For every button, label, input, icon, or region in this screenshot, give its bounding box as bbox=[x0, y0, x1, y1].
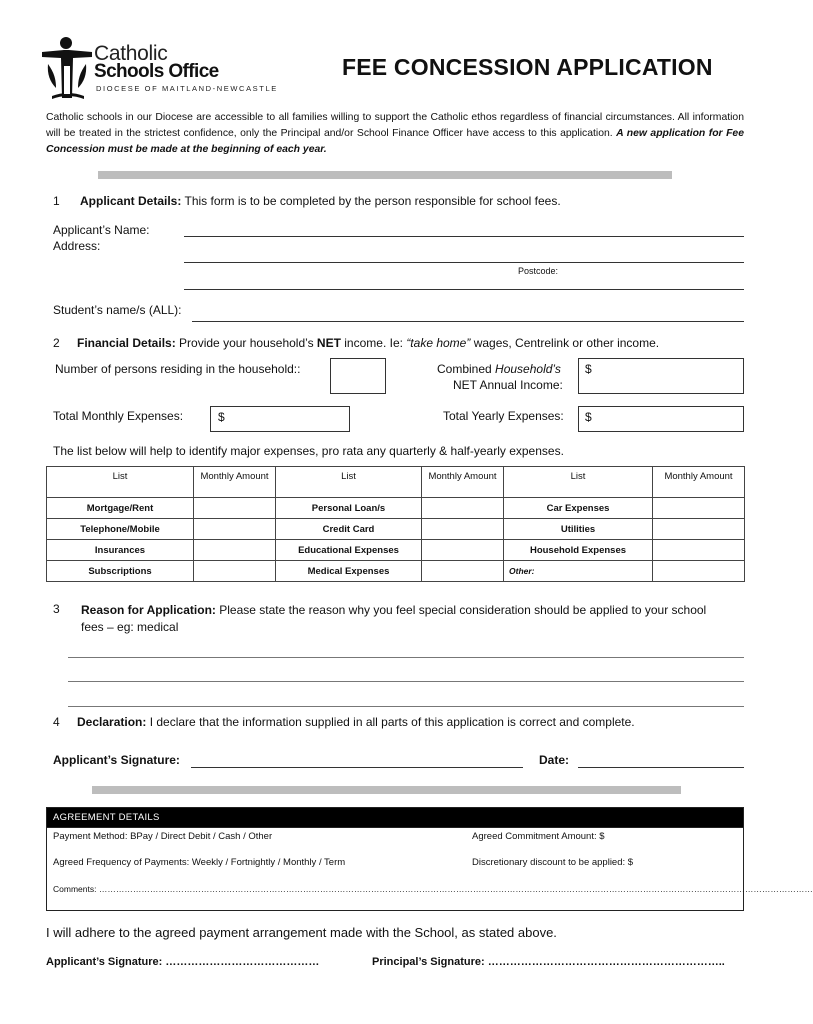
section2-text-quote: “take home” bbox=[406, 336, 471, 350]
table-header: Monthly Amount bbox=[653, 467, 745, 498]
section2-text-pre: Provide your household’s bbox=[179, 336, 314, 350]
expense-amount-input[interactable] bbox=[653, 519, 745, 540]
reason-line-1[interactable] bbox=[68, 657, 744, 658]
logo-line3: DIOCESE OF MAITLAND-NEWCASTLE bbox=[96, 84, 278, 93]
expense-label: Mortgage/Rent bbox=[47, 498, 194, 519]
section2-text-mid: income. Ie: bbox=[344, 336, 403, 350]
annual-income-input[interactable] bbox=[578, 358, 744, 394]
expense-label: Personal Loan/s bbox=[276, 498, 422, 519]
expense-amount-input[interactable] bbox=[194, 561, 276, 582]
students-label: Student’s name/s (ALL): bbox=[53, 303, 182, 317]
table-header: Monthly Amount bbox=[422, 467, 504, 498]
expense-amount-input[interactable] bbox=[422, 561, 504, 582]
page-title: FEE CONCESSION APPLICATION bbox=[342, 54, 713, 80]
logo bbox=[38, 36, 288, 106]
section2-title: Financial Details: bbox=[77, 336, 176, 350]
expense-label: Subscriptions bbox=[47, 561, 194, 582]
closing-applicant-signature[interactable]: Applicant’s Signature: …………………………………… bbox=[46, 956, 320, 968]
section3-title: Reason for Application: bbox=[81, 603, 216, 617]
persons-input[interactable] bbox=[330, 358, 386, 394]
table-row bbox=[47, 561, 745, 582]
expenses-table bbox=[46, 466, 745, 582]
payment-frequency: Agreed Frequency of Payments: Weekly / Fortnightly / Monthly / Term bbox=[53, 857, 346, 868]
applicant-name-label: Applicant’s Name: bbox=[53, 223, 150, 237]
expense-label: Household Expenses bbox=[504, 540, 653, 561]
address-field-2[interactable] bbox=[184, 289, 744, 290]
monthly-expenses-label: Total Monthly Expenses: bbox=[53, 409, 184, 423]
expense-amount-input[interactable] bbox=[653, 498, 745, 519]
intro-paragraph bbox=[46, 110, 744, 158]
comments-field[interactable]: Comments: ……………………………………………………………………………………………………………………………………………………………………………………………………………………………… bbox=[53, 884, 813, 894]
persons-label: Number of persons residing in the household:: bbox=[55, 362, 301, 376]
intro-emphasis: A new application for Fee Concession must be made at the beginning of each year. bbox=[46, 128, 744, 155]
table-header: Monthly Amount bbox=[194, 467, 276, 498]
expense-amount-input[interactable] bbox=[194, 519, 276, 540]
expense-label: Credit Card bbox=[276, 519, 422, 540]
expense-label: Educational Expenses bbox=[276, 540, 422, 561]
section1-number: 1 bbox=[53, 194, 60, 208]
section4-heading bbox=[77, 715, 635, 729]
expense-amount-input[interactable] bbox=[422, 519, 504, 540]
closing-principal-signature[interactable]: Principal’s Signature: ……………………………………………………….. bbox=[372, 956, 725, 968]
table-row bbox=[47, 540, 745, 561]
section2-number: 2 bbox=[53, 336, 60, 350]
commitment-amount: Agreed Commitment Amount: $ bbox=[472, 831, 605, 842]
section2-text-post: wages, Centrelink or other income. bbox=[473, 336, 660, 350]
section4-title: Declaration: bbox=[77, 715, 147, 729]
combined-label bbox=[437, 362, 561, 376]
section1-heading bbox=[80, 194, 561, 208]
postcode-label: Postcode: bbox=[518, 266, 559, 276]
expense-label: Insurances bbox=[47, 540, 194, 561]
expense-amount-input[interactable] bbox=[194, 498, 276, 519]
section2-text-net: NET bbox=[316, 336, 341, 350]
expense-amount-input[interactable] bbox=[653, 540, 745, 561]
divider-bar bbox=[92, 786, 681, 794]
combined-label-a: Combined bbox=[437, 362, 492, 376]
section1-text: This form is to be completed by the person responsible for school fees. bbox=[184, 194, 561, 208]
divider-bar bbox=[98, 171, 672, 179]
section4-number: 4 bbox=[53, 715, 60, 729]
section3-text: Please state the reason why you feel special consideration should be applied to your school fees – eg: medical bbox=[81, 603, 707, 634]
expense-amount-input[interactable] bbox=[422, 498, 504, 519]
students-field[interactable] bbox=[192, 321, 744, 322]
table-header-row bbox=[47, 467, 745, 498]
table-row bbox=[47, 519, 745, 540]
intro-text: Catholic schools in our Diocese are accessible to all families willing to support the Catholic ethos regardless of financial circumstances. All information will be treated in the strictest confidence, only the Principal and/or School Finance Officer have access to this application. bbox=[46, 112, 744, 139]
table-header: List bbox=[504, 467, 653, 498]
section3-heading bbox=[81, 602, 731, 636]
yearly-expenses-label: Total Yearly Expenses: bbox=[443, 409, 564, 423]
cross-figure-icon bbox=[38, 36, 96, 104]
payment-method: Payment Method: BPay / Direct Debit / Cash / Other bbox=[53, 831, 273, 842]
monthly-expenses-input[interactable] bbox=[210, 406, 350, 432]
applicant-name-field[interactable] bbox=[184, 236, 744, 237]
combined-label-b: Household’s bbox=[495, 362, 561, 376]
reason-line-2[interactable] bbox=[68, 681, 744, 682]
dollar-sign: $ bbox=[218, 410, 225, 424]
address-field-1[interactable] bbox=[184, 262, 744, 263]
date-label: Date: bbox=[539, 753, 570, 767]
table-header: List bbox=[276, 467, 422, 498]
expense-label-other[interactable]: Other: bbox=[504, 561, 653, 582]
dollar-sign: $ bbox=[585, 410, 592, 424]
logo-line2: Schools Office bbox=[94, 61, 219, 82]
date-field[interactable] bbox=[578, 767, 744, 768]
expense-amount-input[interactable] bbox=[194, 540, 276, 561]
table-row bbox=[47, 498, 745, 519]
section1-title: Applicant Details: bbox=[80, 194, 182, 208]
expense-label: Car Expenses bbox=[504, 498, 653, 519]
expense-label: Utilities bbox=[504, 519, 653, 540]
expense-label: Medical Expenses bbox=[276, 561, 422, 582]
discretionary-discount: Discretionary discount to be applied: $ bbox=[472, 857, 634, 868]
applicant-signature-label: Applicant’s Signature: bbox=[53, 753, 180, 767]
list-intro: The list below will help to identify major expenses, pro rata any quarterly & half-yearly expenses. bbox=[53, 444, 564, 458]
dollar-sign: $ bbox=[585, 362, 592, 376]
section3-number: 3 bbox=[53, 602, 60, 616]
address-label: Address: bbox=[53, 239, 101, 253]
net-annual-label: NET Annual Income: bbox=[453, 378, 563, 392]
section4-text: I declare that the information supplied in all parts of this application is correct and complete. bbox=[149, 715, 635, 729]
section2-heading bbox=[77, 336, 659, 350]
yearly-expenses-input[interactable] bbox=[578, 406, 744, 432]
expense-label: Telephone/Mobile bbox=[47, 519, 194, 540]
applicant-signature-field[interactable] bbox=[191, 767, 523, 768]
logo-line1: Catholic bbox=[94, 42, 168, 65]
agreement-heading: AGREEMENT DETAILS bbox=[47, 808, 743, 827]
closing-statement: I will adhere to the agreed payment arrangement made with the School, as stated above. bbox=[46, 925, 557, 940]
expense-amount-input[interactable] bbox=[653, 561, 745, 582]
agreement-details-box bbox=[46, 807, 813, 911]
reason-line-3[interactable] bbox=[68, 706, 744, 707]
expense-amount-input[interactable] bbox=[422, 540, 504, 561]
table-header: List bbox=[47, 467, 194, 498]
